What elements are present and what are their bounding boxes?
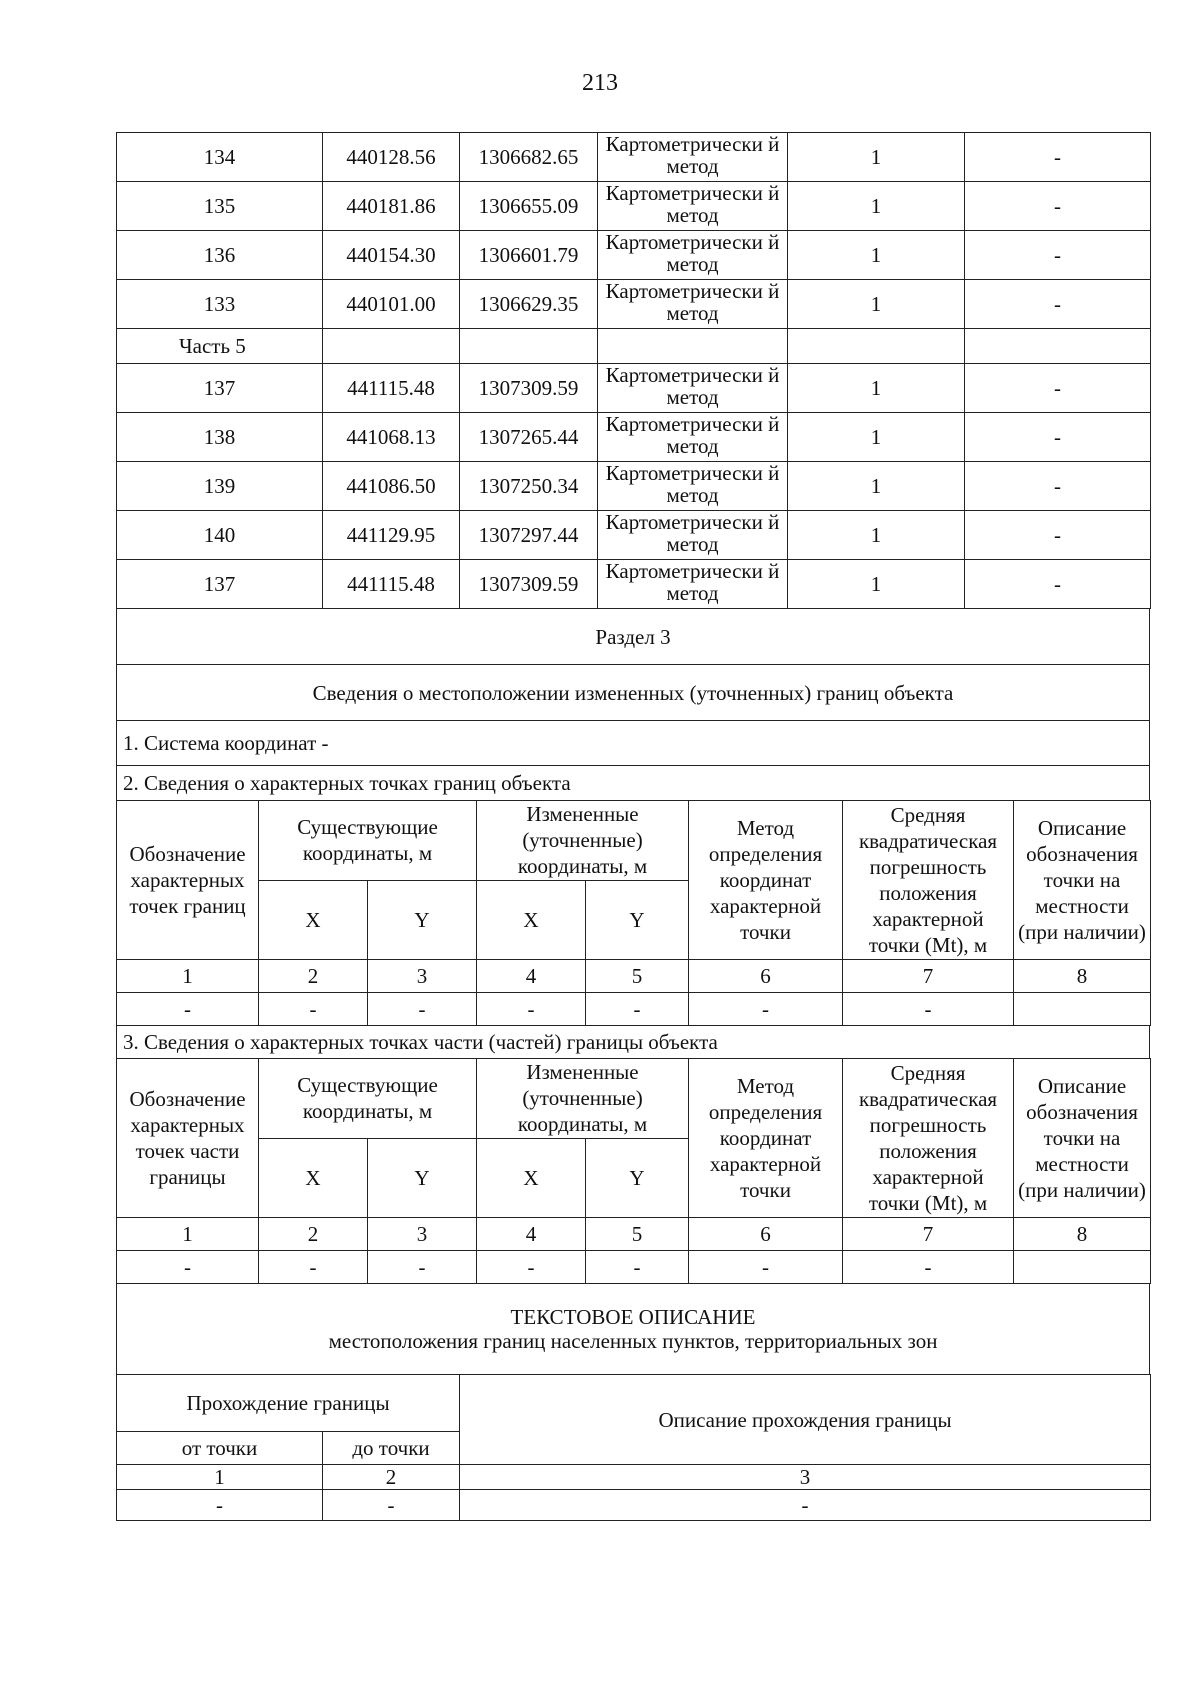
empty-value: -	[586, 1251, 689, 1284]
point-description: -	[965, 133, 1151, 182]
accuracy-value: 1	[788, 280, 965, 329]
coordinate-row	[117, 133, 1151, 182]
accuracy-value: 1	[788, 182, 965, 231]
empty-value	[1014, 1251, 1151, 1284]
coordinate-x: 441068.13	[323, 413, 460, 462]
point-number: 136	[117, 231, 323, 280]
coordinate-x: 441129.95	[323, 511, 460, 560]
column-number: 1	[117, 1465, 323, 1490]
point-number: 133	[117, 280, 323, 329]
empty-cell	[598, 329, 788, 364]
empty-value: -	[117, 993, 259, 1026]
page-number: 213	[582, 70, 618, 96]
coordinate-y: 1307265.44	[460, 413, 598, 462]
coordinate-y: 1307309.59	[460, 560, 598, 609]
column-number: 8	[1014, 960, 1151, 993]
determination-method: Картометрически й метод	[598, 413, 788, 462]
part-points-col-x-existing: X	[259, 1138, 368, 1218]
accuracy-value: 1	[788, 413, 965, 462]
part-points-col-y-changed: Y	[586, 1138, 689, 1218]
empty-cell	[323, 329, 460, 364]
column-number: 4	[477, 1218, 586, 1251]
accuracy-value: 1	[788, 462, 965, 511]
part-points-empty-row	[117, 1251, 1151, 1284]
coordinate-row	[117, 280, 1151, 329]
column-number: 6	[689, 1218, 843, 1251]
passage-header: Прохождение границы	[117, 1375, 460, 1432]
empty-value: -	[117, 1490, 323, 1521]
empty-value: -	[259, 1251, 368, 1284]
part-points-col-description: Описание обозначения точки на местности (при наличии)	[1014, 1059, 1151, 1218]
section-subtitle: Сведения о местоположении измененных (уточненных) границ объекта	[117, 665, 1150, 721]
points-col-y-existing: Y	[368, 880, 477, 960]
points-col-accuracy: Средняя квадратическая погрешность положения характерной точки (Mt), м	[843, 801, 1014, 960]
part-points-table	[116, 1058, 1151, 1284]
column-number: 5	[586, 960, 689, 993]
coordinate-x: 440101.00	[323, 280, 460, 329]
points-section-title: 2. Сведения о характерных точках границ объекта	[117, 766, 1150, 801]
column-number: 5	[586, 1218, 689, 1251]
passage-table	[116, 1374, 1151, 1521]
accuracy-value: 1	[788, 560, 965, 609]
text-description-title: ТЕКСТОВОЕ ОПИСАНИЕ	[510, 1305, 756, 1329]
accuracy-value: 1	[788, 231, 965, 280]
part-points-col-existing: Существующие координаты, м	[259, 1059, 477, 1139]
point-number: 137	[117, 364, 323, 413]
points-col-existing: Существующие координаты, м	[259, 801, 477, 881]
empty-value: -	[323, 1490, 460, 1521]
empty-value: -	[843, 1251, 1014, 1284]
column-number: 2	[323, 1465, 460, 1490]
part-points-col-accuracy: Средняя квадратическая погрешность положения характерной точки (Mt), м	[843, 1059, 1014, 1218]
coordinate-row	[117, 560, 1151, 609]
document-sheet	[116, 132, 1150, 1521]
empty-value: -	[477, 1251, 586, 1284]
column-number: 4	[477, 960, 586, 993]
points-number-row	[117, 960, 1151, 993]
empty-value: -	[586, 993, 689, 1026]
accuracy-value: 1	[788, 511, 965, 560]
points-col-y-changed: Y	[586, 880, 689, 960]
empty-value: -	[689, 993, 843, 1026]
coordinate-y: 1306655.09	[460, 182, 598, 231]
coordinate-x: 441115.48	[323, 364, 460, 413]
points-col-description: Описание обозначения точки на местности (при наличии)	[1014, 801, 1151, 960]
column-number: 3	[460, 1465, 1151, 1490]
points-empty-row	[117, 993, 1151, 1026]
point-number: 140	[117, 511, 323, 560]
empty-cell	[965, 329, 1151, 364]
points-table	[116, 800, 1151, 1026]
column-number: 8	[1014, 1218, 1151, 1251]
coordinate-system: 1. Система координат -	[117, 721, 1150, 766]
empty-value: -	[117, 1251, 259, 1284]
points-col-changed: Измененные (уточненные) координаты, м	[477, 801, 689, 881]
column-number: 3	[368, 1218, 477, 1251]
point-number: 137	[117, 560, 323, 609]
column-number: 7	[843, 1218, 1014, 1251]
column-number: 2	[259, 1218, 368, 1251]
passage-number-row	[117, 1465, 1151, 1490]
coordinate-y: 1307309.59	[460, 364, 598, 413]
text-description-subtitle: местоположения границ населенных пунктов, территориальных зон	[328, 1329, 938, 1353]
empty-value: -	[368, 1251, 477, 1284]
coordinates-table	[116, 132, 1151, 609]
coordinate-row	[117, 462, 1151, 511]
points-col-x-existing: X	[259, 880, 368, 960]
points-col-method: Метод определения координат характерной точки	[689, 801, 843, 960]
empty-value: -	[843, 993, 1014, 1026]
empty-cell	[788, 329, 965, 364]
accuracy-value: 1	[788, 133, 965, 182]
coordinate-x: 441086.50	[323, 462, 460, 511]
point-description: -	[965, 364, 1151, 413]
part-points-title-block	[116, 1025, 1150, 1059]
determination-method: Картометрически й метод	[598, 133, 788, 182]
coordinate-x: 440154.30	[323, 231, 460, 280]
empty-value: -	[689, 1251, 843, 1284]
coordinate-y: 1306601.79	[460, 231, 598, 280]
section-3-block	[116, 608, 1150, 801]
determination-method: Картометрически й метод	[598, 462, 788, 511]
coordinate-y: 1307250.34	[460, 462, 598, 511]
point-description: -	[965, 413, 1151, 462]
coordinate-x: 441115.48	[323, 560, 460, 609]
point-number: 139	[117, 462, 323, 511]
accuracy-value: 1	[788, 364, 965, 413]
point-description: -	[965, 462, 1151, 511]
part-points-col-x-changed: X	[477, 1138, 586, 1218]
coordinate-y: 1306629.35	[460, 280, 598, 329]
point-number: 138	[117, 413, 323, 462]
part-points-col-designation: Обозначение характерных точек части границы	[117, 1059, 259, 1218]
empty-value	[1014, 993, 1151, 1026]
part-label-row	[117, 329, 1151, 364]
part-points-col-changed: Измененные (уточненные) координаты, м	[477, 1059, 689, 1139]
passage-empty-row	[117, 1490, 1151, 1521]
part-points-number-row	[117, 1218, 1151, 1251]
empty-value: -	[259, 993, 368, 1026]
part-points-col-method: Метод определения координат характерной точки	[689, 1059, 843, 1218]
section-title: Раздел 3	[117, 609, 1150, 665]
point-description: -	[965, 560, 1151, 609]
point-number: 134	[117, 133, 323, 182]
column-number: 3	[368, 960, 477, 993]
coordinate-x: 440181.86	[323, 182, 460, 231]
coordinate-y: 1307297.44	[460, 511, 598, 560]
coordinate-row	[117, 182, 1151, 231]
determination-method: Картометрически й метод	[598, 364, 788, 413]
empty-value: -	[477, 993, 586, 1026]
determination-method: Картометрически й метод	[598, 231, 788, 280]
empty-value: -	[368, 993, 477, 1026]
part-points-col-y-existing: Y	[368, 1138, 477, 1218]
coordinate-row	[117, 511, 1151, 560]
points-col-designation: Обозначение характерных точек границ	[117, 801, 259, 960]
point-description: -	[965, 511, 1151, 560]
column-number: 1	[117, 1218, 259, 1251]
column-number: 1	[117, 960, 259, 993]
passage-to-header: до точки	[323, 1432, 460, 1465]
coordinate-x: 440128.56	[323, 133, 460, 182]
point-description: -	[965, 182, 1151, 231]
column-number: 6	[689, 960, 843, 993]
empty-cell	[460, 329, 598, 364]
column-number: 2	[259, 960, 368, 993]
coordinate-row	[117, 231, 1151, 280]
text-description-block	[116, 1283, 1150, 1375]
part-points-section-title: 3. Сведения о характерных точках части (частей) границы объекта	[117, 1026, 1150, 1059]
coordinate-row	[117, 413, 1151, 462]
points-col-x-changed: X	[477, 880, 586, 960]
determination-method: Картометрически й метод	[598, 182, 788, 231]
point-description: -	[965, 231, 1151, 280]
determination-method: Картометрически й метод	[598, 280, 788, 329]
passage-description-header: Описание прохождения границы	[460, 1375, 1151, 1465]
coordinate-y: 1306682.65	[460, 133, 598, 182]
determination-method: Картометрически й метод	[598, 560, 788, 609]
part-label: Часть 5	[117, 329, 323, 364]
passage-from-header: от точки	[117, 1432, 323, 1465]
determination-method: Картометрически й метод	[598, 511, 788, 560]
point-description: -	[965, 280, 1151, 329]
empty-value: -	[460, 1490, 1151, 1521]
coordinate-row	[117, 364, 1151, 413]
point-number: 135	[117, 182, 323, 231]
column-number: 7	[843, 960, 1014, 993]
